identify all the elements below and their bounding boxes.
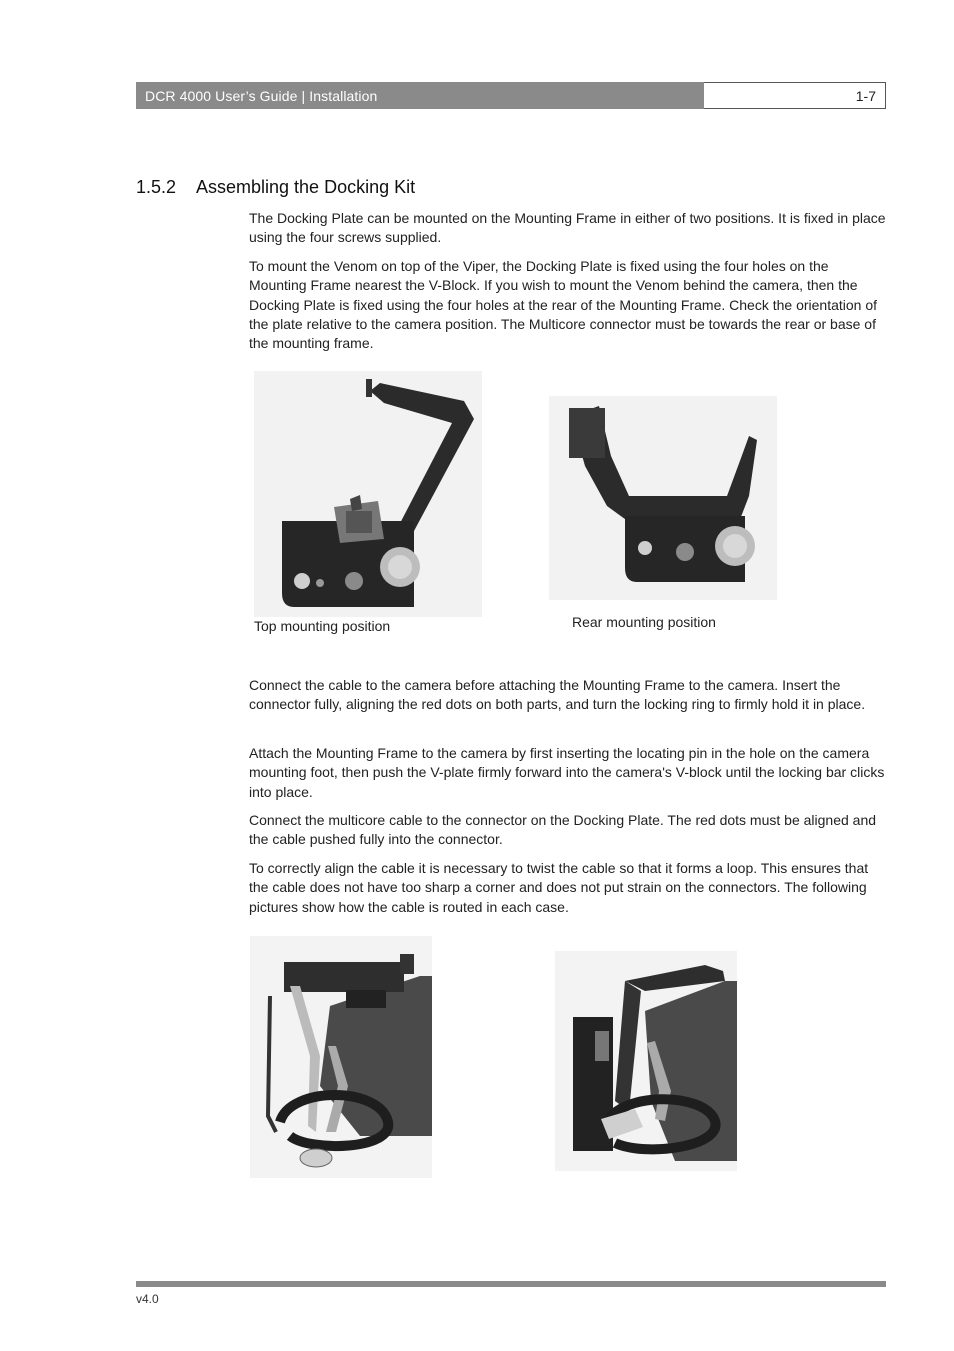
paragraph-2: To mount the Venom on top of the Viper, the Docking Plate is fixed using the four holes on the Mounting Frame nearest the V-Block. If you wish to mount the Venom behind the camera, then the Docking Plate is fixed using the four holes at the rear of the Mounting Frame. Check the orientation of the plate relative to the camera position. The Multicore connector must be towards the rear or base of the mounting frame. [249, 258, 878, 352]
header-title: DCR 4000 User’s Guide | Installation [145, 88, 378, 104]
version-label: v4.0 [136, 1292, 159, 1306]
cable-routing-rear-photo [555, 951, 737, 1171]
rear-mounting-photo [549, 396, 777, 600]
paragraph-3: Connect the cable to the camera before attaching the Mounting Frame to the camera. Insert the connector fully, aligning the red dots on both parts, and turn the locking ring to firmly hold it in place. [249, 677, 866, 713]
paragraph-6: To correctly align the cable it is necessary to twist the cable so that it forms a loop. This ensures that the cable does not have too sharp a corner and does not put strain on the connectors. The following pictures show how the cable is routed in each case. [249, 860, 869, 915]
footer-rule [136, 1281, 886, 1287]
section-title: Assembling the Docking Kit [196, 177, 416, 197]
top-mounting-photo [254, 371, 482, 617]
section-heading [136, 177, 415, 198]
paragraph-5: Connect the multicore cable to the connector on the Docking Plate. The red dots must be aligned and the cable pushed fully into the connector. [249, 812, 877, 848]
top-mounting-caption: Top mounting position [254, 618, 391, 634]
running-header [136, 82, 704, 109]
section-number: 1.5.2 [136, 177, 177, 197]
cable-routing-top-photo [250, 936, 432, 1178]
header-page-box [704, 82, 886, 109]
rear-mounting-caption: Rear mounting position [572, 614, 716, 630]
paragraph-1: The Docking Plate can be mounted on the Mounting Frame in either of two positions. It is fixed in place using the four screws supplied. [249, 210, 886, 246]
paragraph-4: Attach the Mounting Frame to the camera by first inserting the locating pin in the hole on the camera mounting foot, then push the V-plate firmly forward into the camera's V-block until the locking bar clicks into place. [249, 745, 885, 800]
page-number: 1-7 [855, 88, 876, 104]
